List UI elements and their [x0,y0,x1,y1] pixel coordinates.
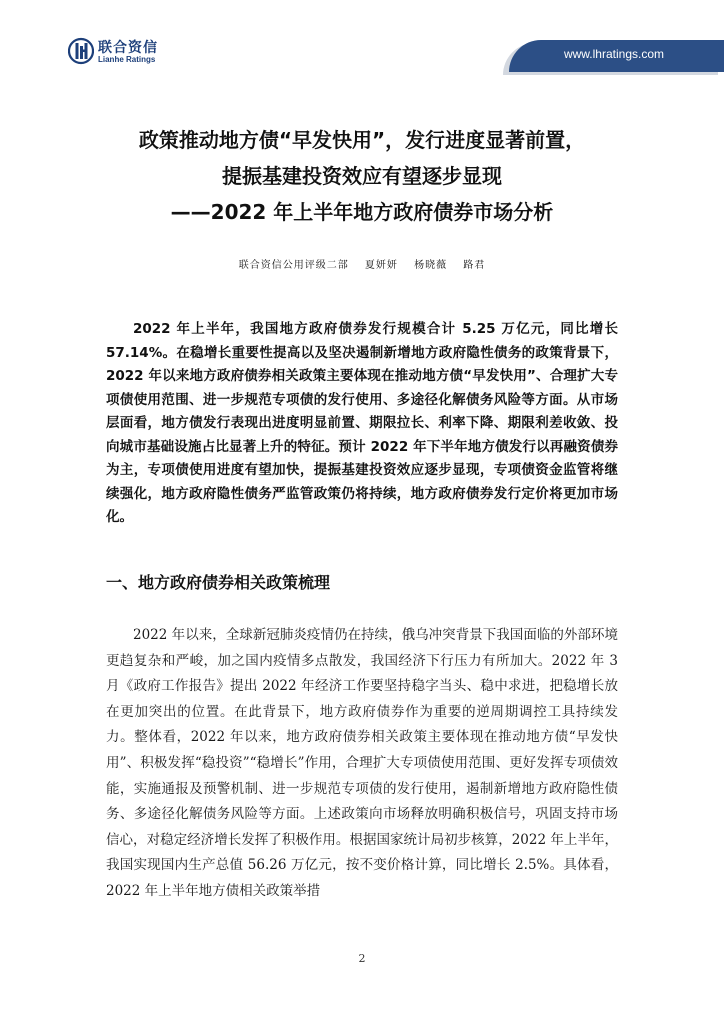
lianhe-logo [68,36,228,70]
page-header [0,0,724,80]
lianhe-logo-icon [68,36,94,66]
page-number: 2 [358,952,366,965]
author-name: 夏妍妍 [364,260,398,271]
body-paragraph: 2022 年以来，全球新冠肺炎疫情仍在持续，俄乌冲突背景下我国面临的外部环境更趋复杂和严峻，加之国内疫情多点散发，我国经济下行压力有所加大。2022 年 3 月《政府工作报告》提出 2022 年经济工作要坚持稳字当头、稳中求进，把稳增长放在更加突出的位置。在此背景下，地方政府债券作为重要的逆周期调控工具持续发力。整体看，2022 年以来，地方政府债券相关政策主要体现在推动地方债“早发快用”、积极发挥“稳投资”“稳增长”作用，合理扩大专项债使用范围、更好发挥专项债效能，实施通报及预警机制、进一步规范专项债的发行使用，遏制新增地方政府隐性债务、多途径化解债务风险等方面。上述政策向市场释放明确积极信号，巩固支持市场信心，对稳定经济增长发挥了积极作用。根据国家统计局初步核算，2022 年上半年，我国实现国内生产总值 56.26 万亿元，按不变价格计算，同比增长 2.5%。具体看，2022 年上半年地方债相关政策举措 [106,627,618,899]
logo-chinese-text: 联合资信 [98,40,158,56]
author-name: 杨晓薇 [414,260,448,271]
report-title [60,122,664,230]
website-url[interactable]: www.lhratings.com [563,47,664,61]
author-department: 联合资信公用评级二部 [238,260,349,271]
author-name: 路君 [463,260,486,271]
abstract-paragraph: 2022 年上半年，我国地方政府债券发行规模合计 5.25 万亿元，同比增长 57.14%。在稳增长重要性提高以及坚决遏制新增地方政府隐性债务的政策背景下，2022 年以来地方政府债券相关政策主要体现在推动地方债“早发快用”、合理扩大专项债使用范围、进一步规范专项债的发行使用、多途径化解债务风险等方面。从市场层面看，地方债发行表现出进度明显前置、期限拉长、利率下降、期限利差收敛、投向城市基础设施占比显著上升的特征。预计 2022 年下半年地方债发行以再融资债券为主，专项债使用进度有望加快，提振基建投资效应逐步显现，专项债资金监管将继续强化，地方政府隐性债务严监管政策仍将持续，地方政府债券发行定价将更加市场化。 [106,321,618,525]
title-line-1: 政策推动地方债“早发快用”，发行进度显著前置， [138,128,586,152]
title-line-2: 提振基建投资效应有望逐步显现 [222,164,502,188]
section-heading: 一、地方政府债券相关政策梳理 [106,573,331,592]
logo-english-text: Lianhe Ratings [98,55,156,64]
report-subtitle: ——2022 年上半年地方政府债券市场分析 [170,200,554,224]
author-line [60,256,664,271]
